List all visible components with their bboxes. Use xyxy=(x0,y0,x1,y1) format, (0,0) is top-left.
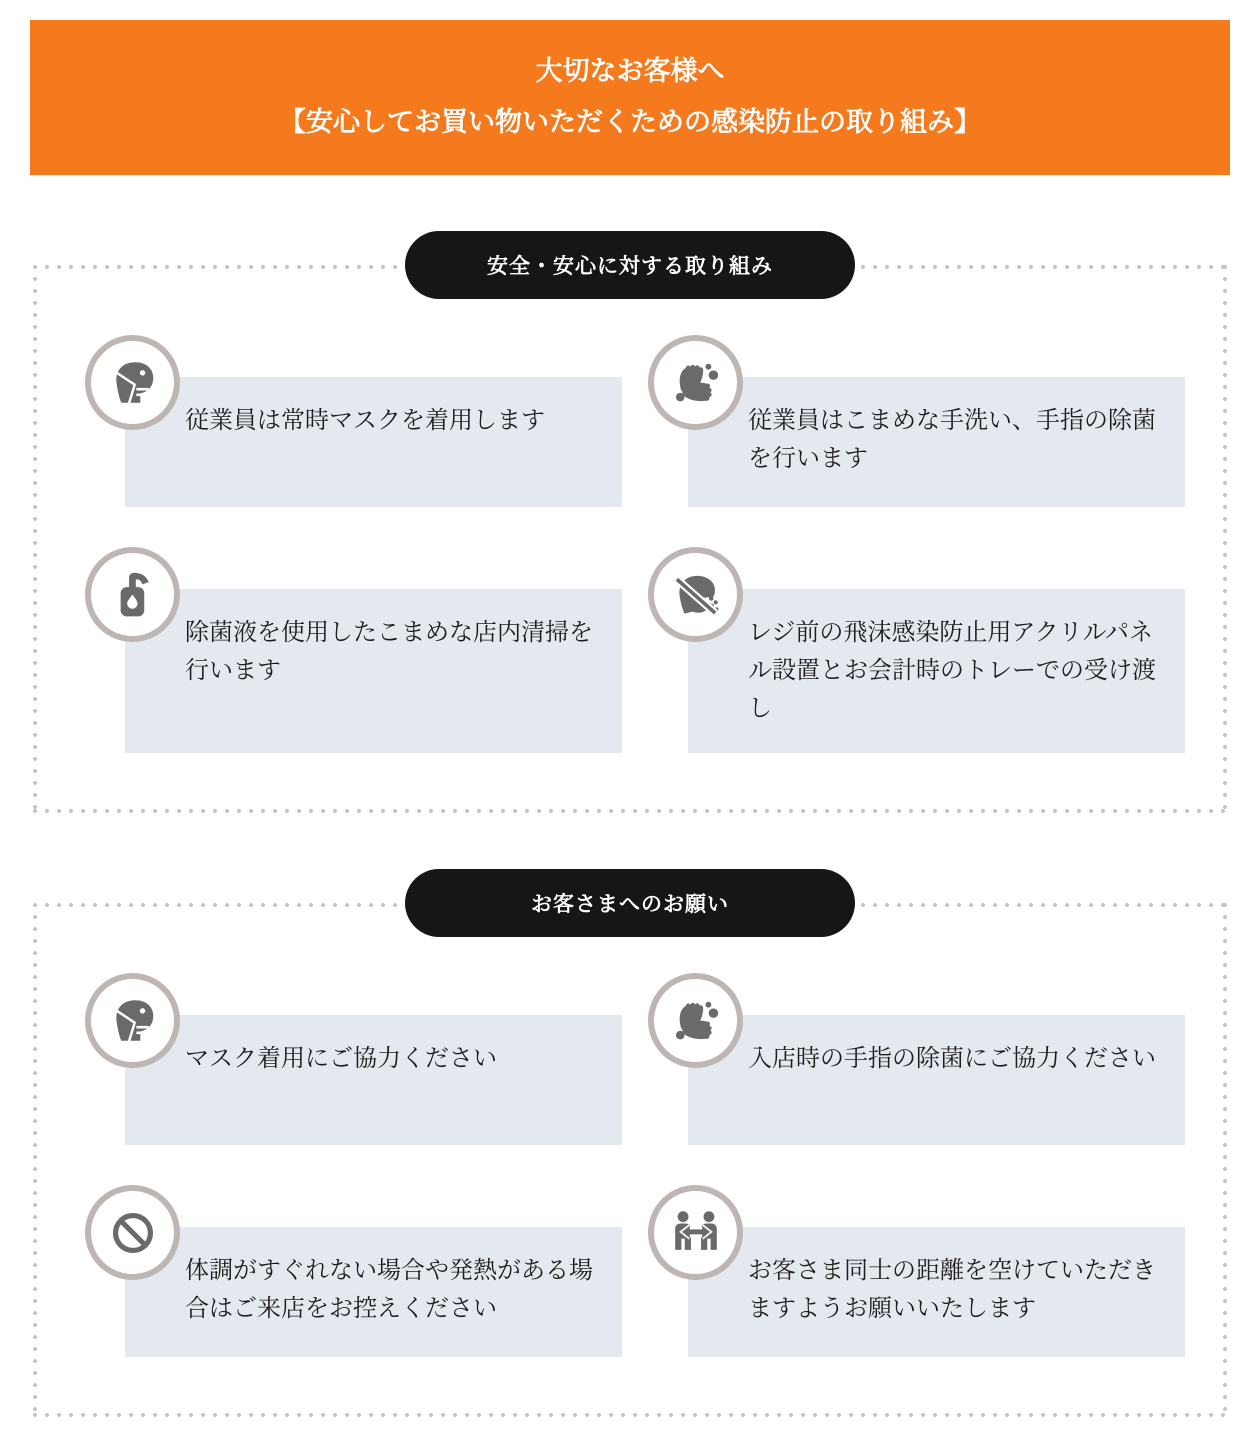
list-item xyxy=(85,973,622,1145)
list-item xyxy=(85,547,622,753)
social-distance-icon xyxy=(669,1206,723,1260)
item-text-box xyxy=(125,377,622,507)
item-text-box xyxy=(125,1227,622,1357)
icon-circle xyxy=(648,973,743,1068)
icon-circle xyxy=(85,547,180,642)
item-text: レジ前の飛沫感染防止用アクリルパネル設置とお会計時のトレーでの受け渡し xyxy=(748,619,1156,722)
list-item xyxy=(648,1185,1185,1357)
item-text-box xyxy=(688,1015,1185,1145)
list-item xyxy=(648,335,1185,507)
list-item xyxy=(85,335,622,507)
icon-circle xyxy=(648,1185,743,1280)
section-title: お客さまへのお願い xyxy=(531,893,729,916)
list-item xyxy=(648,973,1185,1145)
list-item xyxy=(85,1185,622,1357)
section-title: 安全・安心に対する取り組み xyxy=(487,255,773,278)
item-text-box xyxy=(125,1015,622,1145)
no-entry-icon xyxy=(106,1206,160,1260)
banner-title: 大切なお客様へ xyxy=(535,56,725,87)
item-text: 体調がすぐれない場合や発熱がある場合はご来店をお控えください xyxy=(185,1257,593,1322)
item-text-box xyxy=(688,377,1185,507)
banner-subtitle: 【安心してお買い物いただくための感染防止の取り組み】 xyxy=(279,107,981,137)
section-customer-requests xyxy=(33,893,1227,1417)
handwash-icon xyxy=(669,356,723,410)
handwash-icon xyxy=(669,994,723,1048)
item-text: 従業員はこまめな手洗い、手指の除菌を行います xyxy=(748,407,1156,472)
items-grid xyxy=(85,973,1185,1357)
icon-circle xyxy=(648,547,743,642)
items-grid xyxy=(85,335,1185,753)
item-text: 入店時の手指の除菌にご協力ください xyxy=(748,1045,1156,1072)
sanitizer-bottle-icon xyxy=(106,568,160,622)
icon-circle xyxy=(85,335,180,430)
item-text-box xyxy=(688,589,1185,753)
mask-icon xyxy=(106,356,160,410)
icon-circle xyxy=(648,335,743,430)
item-text-box xyxy=(688,1227,1185,1357)
item-text: 従業員は常時マスクを着用します xyxy=(185,407,545,434)
icon-circle xyxy=(85,1185,180,1280)
icon-circle xyxy=(85,973,180,1068)
section-title-pill xyxy=(405,869,855,937)
section-title-pill xyxy=(405,231,855,299)
item-text-box xyxy=(125,589,622,753)
list-item xyxy=(648,547,1185,753)
item-text: マスク着用にご協力ください xyxy=(185,1045,497,1072)
item-text: お客さま同士の距離を空けていただきますようお願いいたします xyxy=(748,1257,1156,1322)
droplet-guard-icon xyxy=(669,568,723,622)
notice-banner xyxy=(30,20,1230,175)
mask-icon xyxy=(106,994,160,1048)
item-text: 除菌液を使用したこまめな店内清掃を行います xyxy=(185,619,593,684)
section-safety-measures xyxy=(33,255,1227,813)
